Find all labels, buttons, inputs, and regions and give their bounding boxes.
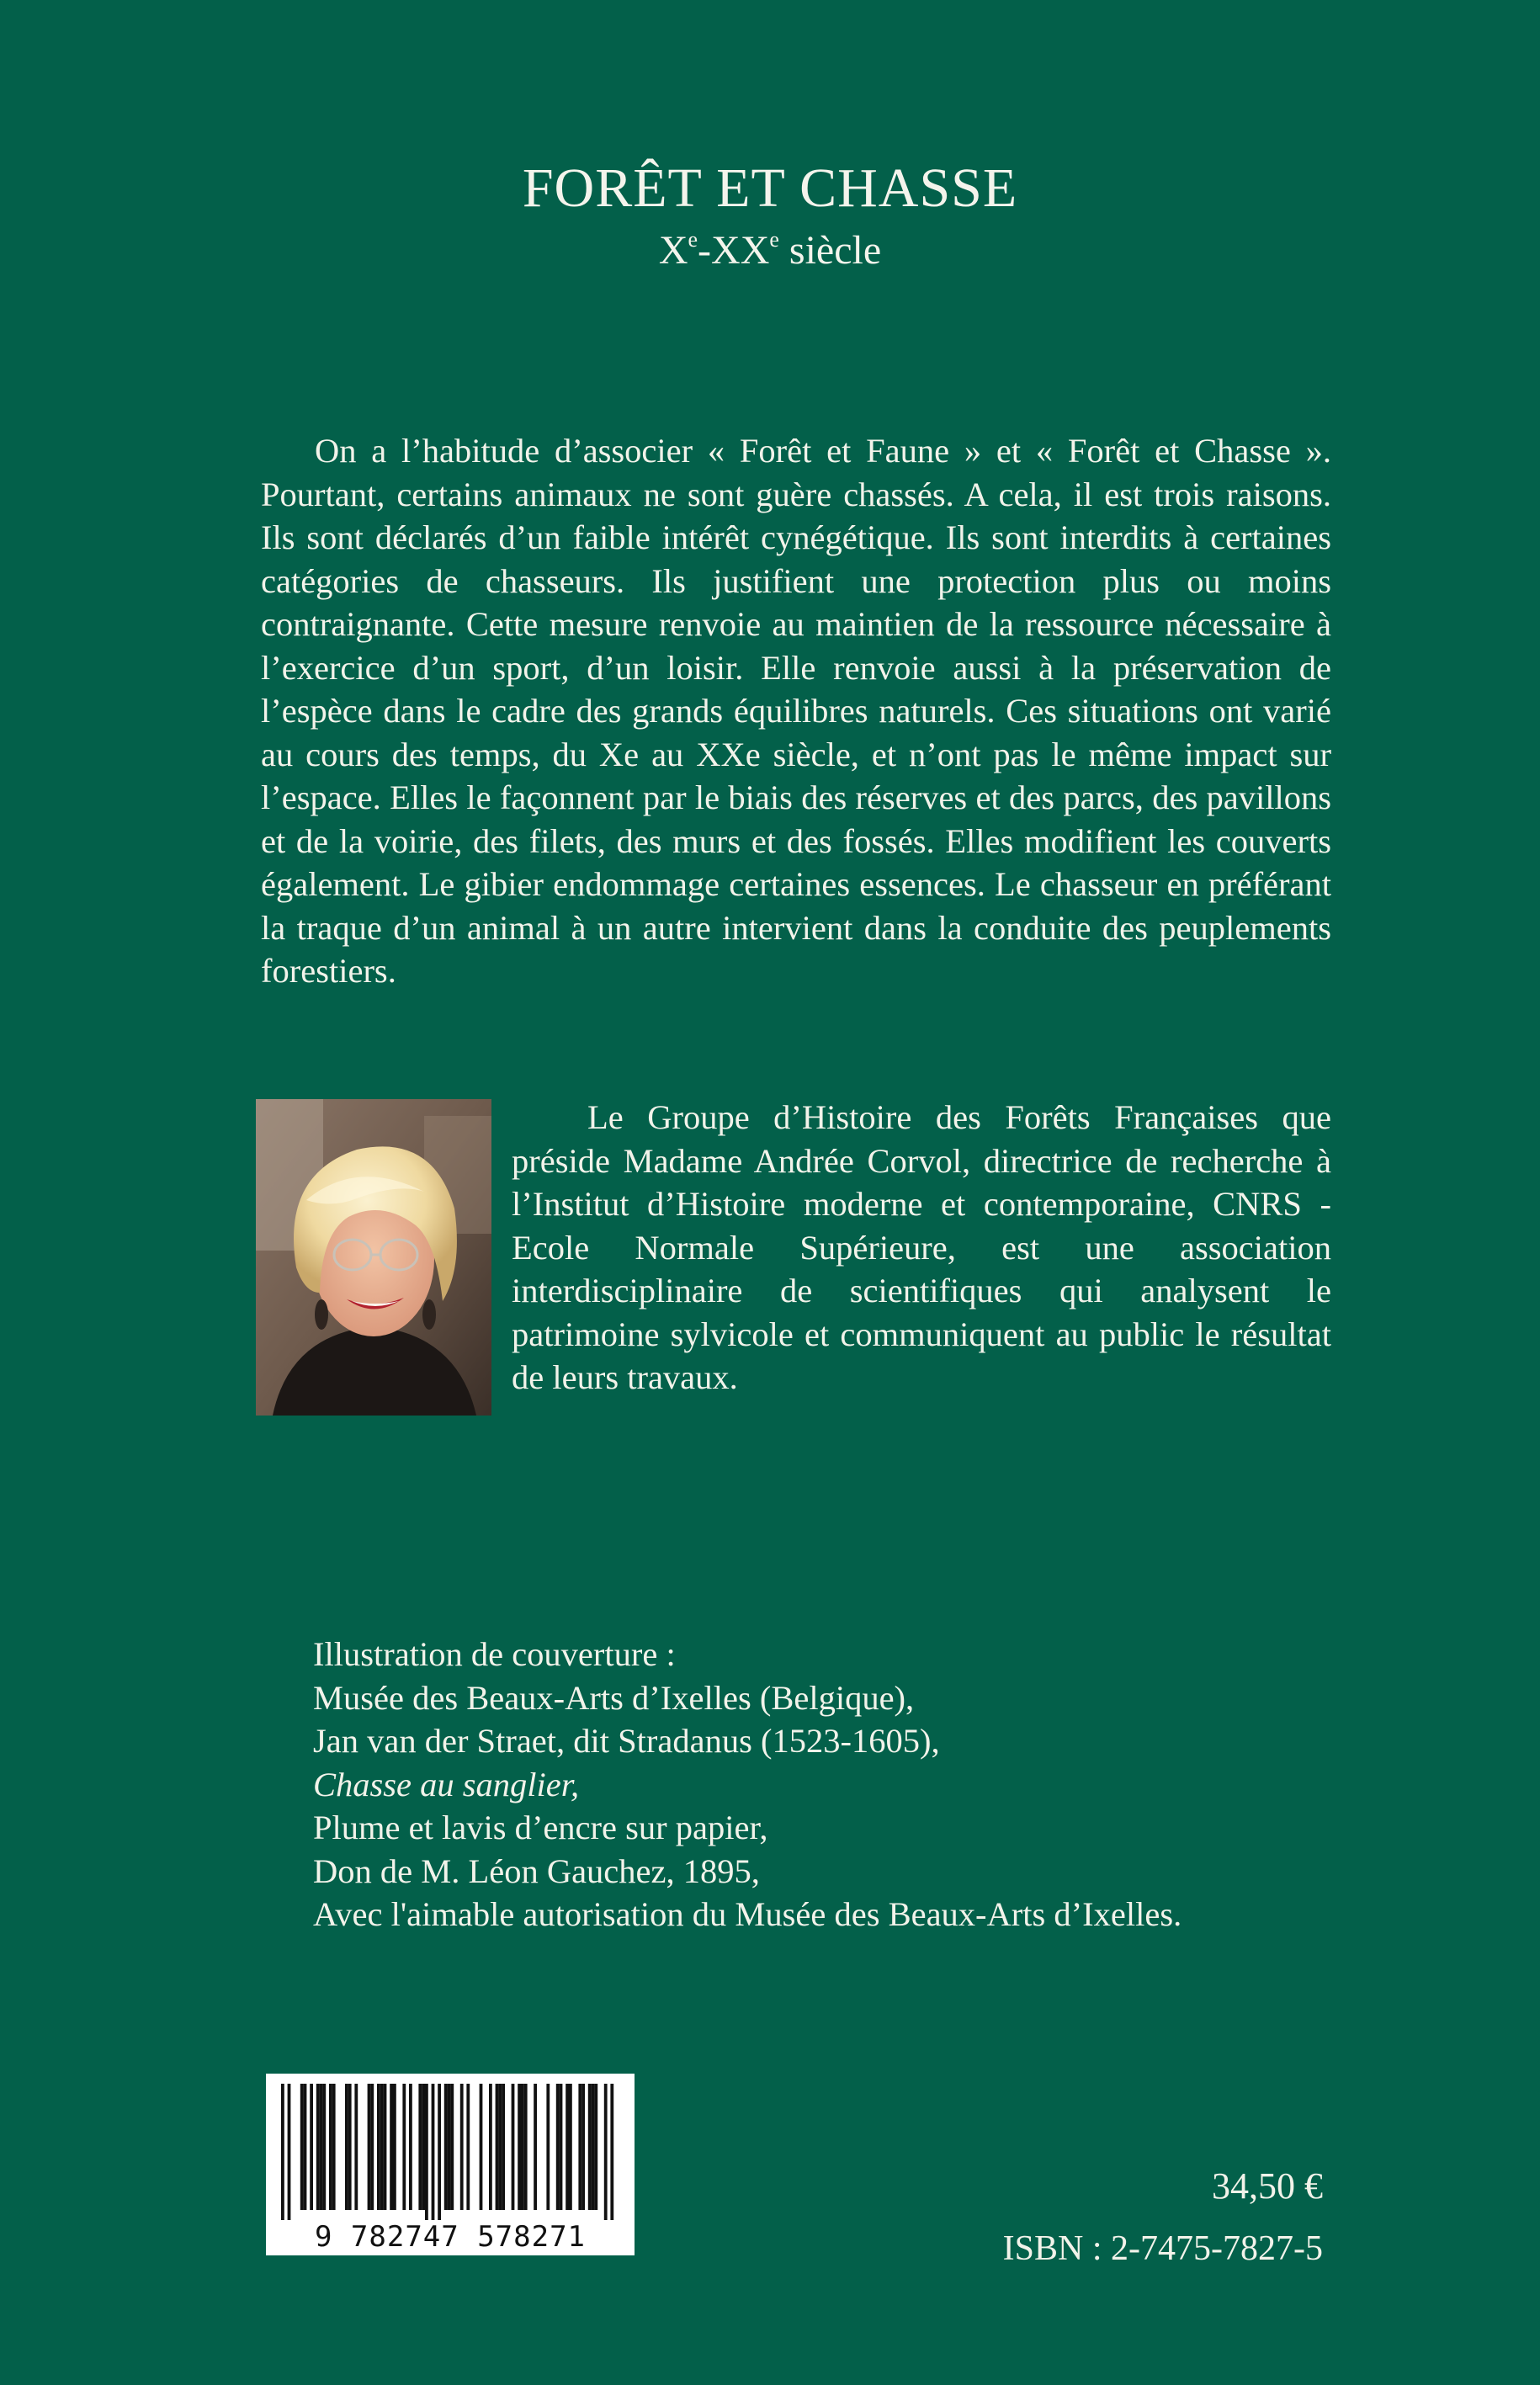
barcode-bar <box>460 2084 464 2210</box>
barcode-bar <box>489 2084 492 2210</box>
barcode-bar <box>578 2084 581 2210</box>
barcode-bar <box>594 2084 597 2210</box>
barcode-bar <box>444 2084 448 2210</box>
barcode-bar <box>518 2084 521 2210</box>
barcode-bar <box>409 2084 412 2210</box>
subtitle-first-century: X <box>658 228 688 273</box>
subtitle-separator: - <box>698 228 712 273</box>
barcode-bar <box>310 2084 313 2210</box>
barcode-bar <box>390 2084 393 2210</box>
barcode-bar <box>329 2084 332 2210</box>
barcode <box>266 2074 635 2255</box>
barcode-bar <box>466 2084 470 2210</box>
author-photo <box>256 1099 491 1416</box>
barcode-bar <box>480 2084 483 2210</box>
credits-artist: Jan van der Straet, dit Stradanus (1523-1605), <box>313 1722 940 1760</box>
price: 34,50 € <box>1212 2165 1323 2207</box>
barcode-bar <box>524 2084 528 2210</box>
barcode-bar <box>512 2084 515 2210</box>
barcode-bar <box>345 2084 348 2210</box>
barcode-bar <box>438 2084 441 2225</box>
barcode-bar <box>546 2084 550 2210</box>
barcode-bar <box>332 2084 336 2210</box>
barcode-bar <box>370 2084 374 2210</box>
barcode-bar <box>425 2084 428 2225</box>
barcode-bar <box>566 2084 569 2210</box>
credits-permission: Avec l'aimable autorisation du Musée des Beaux-Arts d’Ixelles. <box>313 1895 1182 1933</box>
subtitle-first-sup: e <box>688 227 698 252</box>
barcode-bar <box>377 2084 380 2210</box>
barcode-bar <box>448 2084 451 2210</box>
barcode-bar <box>521 2084 524 2210</box>
subtitle-second-sup: e <box>769 227 779 252</box>
barcode-bar <box>556 2084 560 2210</box>
barcode-bar <box>502 2084 505 2210</box>
credits-donation: Don de M. Léon Gauchez, 1895, <box>313 1851 760 1890</box>
barcode-bar <box>402 2084 406 2210</box>
barcode-bar <box>304 2084 307 2210</box>
barcode-bar <box>300 2084 304 2210</box>
book-title: FORÊT ET CHASSE <box>522 157 1018 219</box>
illustration-credits <box>313 1633 1182 1936</box>
barcode-bar <box>534 2084 537 2210</box>
barcode-bar <box>496 2084 499 2210</box>
credits-artwork: Chasse au sanglier, <box>313 1765 580 1803</box>
barcode-bar <box>368 2084 371 2210</box>
barcode-bar <box>569 2084 572 2210</box>
credits-heading: Illustration de couverture : <box>313 1635 676 1673</box>
barcode-bar <box>393 2084 396 2210</box>
author-bio: Le Groupe d’Histoire des Forêts Françaises que préside Madame Andrée Corvol, directrice de recherche à l’Institut d’Histoire moderne et contemporaine, CNRS - Ecole Normale Supérieure, est une association interdisciplinaire de scientifiques qui analysent le patrimoine sylvicole et communiquent au public le résultat de leurs travaux. <box>512 1098 1331 1396</box>
barcode-bar <box>418 2084 422 2210</box>
barcode-digits: 9 782747 578271 <box>271 2220 629 2254</box>
barcode-bar <box>380 2084 384 2210</box>
barcode-bar <box>498 2084 502 2210</box>
barcode-bar <box>354 2084 358 2210</box>
barcode-bar <box>610 2084 613 2225</box>
barcode-bar <box>288 2084 291 2225</box>
book-subtitle <box>0 226 1540 276</box>
barcode-bar <box>588 2084 592 2210</box>
barcode-bar <box>320 2084 323 2210</box>
barcode-bar <box>432 2084 435 2225</box>
barcode-bar <box>450 2084 454 2210</box>
barcode-bar <box>322 2084 326 2210</box>
isbn: ISBN : 2-7475-7827-5 <box>1002 2229 1323 2268</box>
credits-medium: Plume et lavis d’encre sur papier, <box>313 1809 768 1846</box>
barcode-bar <box>604 2084 608 2225</box>
barcode-bar <box>592 2084 595 2210</box>
summary-paragraph: On a l’habitude d’associer « Forêt et Faune » et « Forêt et Chasse ». Pourtant, certains animaux ne sont guère chassés. A cela, il est trois raisons. Ils sont déclarés d’un faible intérêt cynégétique. Ils sont interdits à certaines catégories de chasseurs. Ils justifient une protection plus ou moins contraignante. Cette mesure renvoie au maintien de la ressource nécessaire à l’exercice d’un sport, d’un loisir. Elle renvoie aussi à la préservation de l’espèce dans le cadre des grands équilibres naturels. Ces situations ont varié au cours des temps, du Xe au XXe siècle, et n’ont pas le même impact sur l’espace. Elles le façonnent par le biais des réserves et des parcs, des pavillons et de la voirie, des filets, des murs et des fossés. Elles modifient les couverts également. Le gibier endommage certaines essences. Le chasseur en préférant la traque d’un animal à un autre intervient dans la conduite des peuplements forestiers. <box>261 432 1331 990</box>
barcode-bar <box>384 2084 387 2210</box>
barcode-bar <box>581 2084 585 2210</box>
barcode-bar <box>560 2084 563 2210</box>
barcode-bar <box>281 2084 284 2225</box>
barcode-bar <box>348 2084 352 2210</box>
credits-museum: Musée des Beaux-Arts d’Ixelles (Belgique), <box>313 1678 915 1717</box>
subtitle-second-century: XX <box>711 228 770 273</box>
subtitle-word: siècle <box>778 228 882 273</box>
barcode-bar <box>422 2084 425 2210</box>
barcode-bar <box>316 2084 320 2210</box>
